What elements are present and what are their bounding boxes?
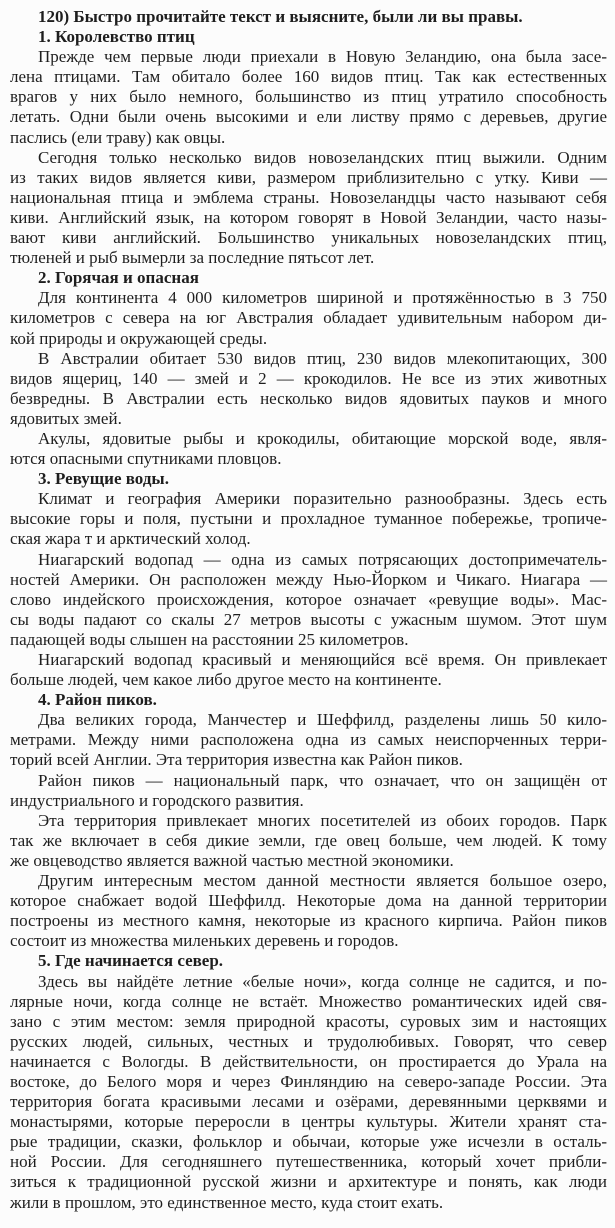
text-line: из таких видов является киви, размером приблизительно с утку. Киви —	[10, 167, 607, 187]
text-line: Климат и география Америки поразительно разнообразны. Здесь есть	[38, 489, 607, 509]
text-line: метрами. Между ними расположена одна из самых неиспорченных терри-	[10, 730, 607, 750]
paragraph	[10, 489, 607, 549]
text-line: кой природы и окружающей среды.	[10, 328, 268, 348]
text-line: Для континента 4 000 километров шириной и протяжённостью в 3 750	[38, 288, 607, 308]
section-heading: 3. Ревущие воды.	[38, 469, 169, 489]
text-line: торий всей Англии. Эта территория известна как Район пиков.	[10, 750, 463, 770]
text-line: монастырями, которые переросли в центры культуры. Жители хранят ста-	[10, 1112, 607, 1132]
section	[10, 951, 607, 1212]
text-line: слово индейского происхождения, которое означает «ревущие воды». Мас-	[10, 589, 607, 609]
text-line: вают киви английский. Большинство уникальных новозеландских птиц,	[10, 228, 607, 248]
text-line: Прежде чем первые люди приехали в Новую Зеландию, она была засе-	[38, 47, 607, 67]
text-line: видов ящериц, 140 — змей и 2 — крокодилов. Не все из этих животных	[10, 368, 607, 388]
text-line: тюленей и рыб вымерли за последние пятьсот лет.	[10, 248, 375, 268]
text-line: начинается с Вологды. В действительности, он простирается до Урала на	[10, 1051, 607, 1071]
text-line: Ниагарский водопад красивый и меняющийся всё время. Он привлекает	[38, 650, 607, 669]
text-line: Район пиков — национальный парк, что означает, что он защищён от	[38, 770, 607, 790]
text-line: Два великих города, Манчестер и Шеффилд, разделены лишь 50 кило-	[38, 710, 607, 730]
paragraph	[10, 349, 607, 429]
text-line: которое снабжает водой Шеффилд. Некоторые дома на данной территории	[10, 891, 607, 911]
section	[10, 268, 607, 469]
text-line: высокие горы и поля, пустыни и прохладное туманное побережье, тропиче-	[10, 509, 607, 529]
text-line: километров с севера на юг Австралия обладает удивительным набором ди-	[10, 308, 607, 328]
text-line: ская жара т и арктический холод.	[10, 529, 251, 549]
paragraph	[10, 710, 607, 770]
text-line: киви. Английский язык, на котором говорят в Новой Зеландии, часто назы-	[10, 207, 607, 227]
text-line: больше людей, чем какое либо другое место на континенте.	[10, 670, 442, 690]
text-line: паслись (ели траву) как овцы.	[10, 127, 226, 147]
paragraph	[10, 771, 607, 811]
text-line: лярные ночи, когда солнце не встаёт. Множество романтических идей свя-	[10, 991, 607, 1011]
paragraph	[10, 811, 607, 871]
text-line: индустриального и городского развития.	[10, 790, 304, 810]
text-line: национальная птица и эмблема страны. Новозеландцы часто называют себя	[10, 187, 607, 207]
paragraph	[10, 47, 607, 147]
paragraph	[10, 288, 607, 348]
paragraph	[10, 550, 607, 650]
text-line: зано с этим местом: земля природной красоты, суровых зим и настоящих	[10, 1011, 607, 1031]
section	[10, 469, 607, 690]
text-line: ядовитых змей.	[10, 408, 122, 428]
text-line: русских людей, сильных, честных и трудолюбивых. Говорят, что север	[10, 1031, 607, 1051]
text-line: Сегодня только несколько видов новозеландских птиц выжили. Одним	[38, 147, 607, 167]
section	[10, 27, 607, 268]
section-heading: 2. Горячая и опасная	[38, 268, 199, 288]
section-heading: 4. Район пиков.	[38, 690, 157, 710]
text-line: ются опасными спутниками пловцов.	[10, 449, 282, 469]
paragraph	[10, 650, 607, 690]
paragraph	[10, 429, 607, 469]
text-line: Другим интересным местом данной местности является большое озеро,	[38, 871, 607, 891]
paragraph	[10, 972, 607, 1213]
exercise-title: 120) Быстро прочитайте текст и выясните, были ли вы правы.	[38, 7, 523, 26]
text-line: летать. Одни были очень высокими и ели листву прямо с деревьев, другие	[10, 107, 607, 127]
text-line: Акулы, ядовитые рыбы и крокодилы, обитающие морской воде, явля-	[38, 428, 607, 448]
text-line: зиться к традиционной русской жизни и архитектуре и понять, как люди	[10, 1172, 607, 1192]
text-line: жили в прошлом, это единственное место, куда стоит ехать.	[10, 1192, 444, 1212]
text-line: состоит из множества миленьких деревень и городов.	[10, 931, 399, 951]
text-line: построены из местного камня, некоторые из красного кирпича. Район пиков	[10, 911, 607, 931]
text-line: лена птицами. Там обитало более 160 видов птиц. Так как естественных	[10, 67, 607, 87]
text-line: ной России. Для сегодняшнего путешественника, который хочет прибли-	[10, 1152, 607, 1172]
text-line: так же включает в себя дикие земли, где овец больше, чем людей. К тому	[10, 830, 607, 850]
text-line: рые традиции, сказки, фольклор и обычаи, которые уже исчезли в осталь-	[10, 1132, 607, 1152]
text-line: безвредны. В Австралии есть несколько видов ядовитых пауков и много	[10, 388, 607, 408]
section-heading: 5. Где начинается север.	[38, 951, 224, 971]
text-line: падающей воды слышен на расстоянии 25 километров.	[10, 629, 409, 649]
paragraph	[10, 148, 607, 269]
document-body	[10, 27, 607, 1213]
section-heading: 1. Королевство птиц	[38, 27, 195, 47]
text-line: Ниагарский водопад — одна из самых потрясающих достопримечатель-	[38, 549, 607, 569]
section	[10, 690, 607, 951]
text-line: территория богата красивыми лесами и озёрами, деревянными церквями и	[10, 1092, 607, 1112]
text-line: сы воды падают со скалы 27 метров высоты с ужасным шумом. Этот шум	[10, 609, 607, 629]
text-line: ностей Америки. Он расположен между Нью-Йорком и Чикаго. Ниагара —	[10, 569, 607, 589]
text-line: врагов у них было немного, большинство из птиц утратило способность	[10, 87, 607, 107]
text-line: В Австралии обитает 530 видов птиц, 230 видов млекопитающих, 300	[38, 348, 607, 368]
text-line: востоке, до Белого моря и через Финляндию на северо-западе России. Эта	[10, 1071, 607, 1091]
text-line: же овцеводство является важной частью местной экономики.	[10, 850, 454, 870]
paragraph	[10, 871, 607, 951]
text-line: Эта территория привлекает многих посетителей из обоих городов. Парк	[38, 810, 607, 830]
text-line: Здесь вы найдёте летние «белые ночи», когда солнце не садится, и по-	[38, 971, 607, 991]
